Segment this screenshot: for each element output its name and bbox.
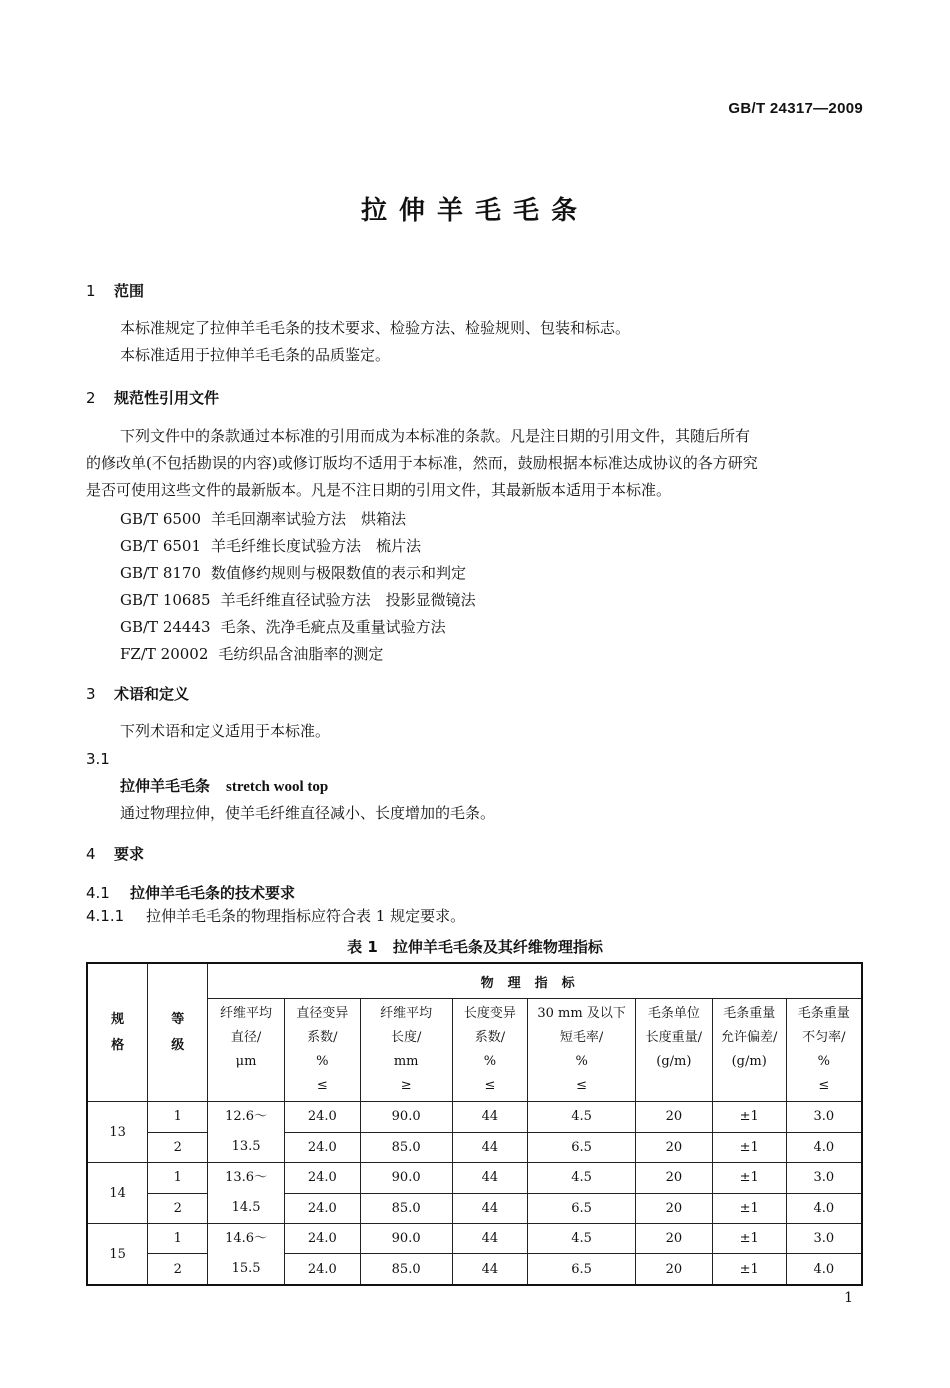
- cell-grade: 2: [148, 1254, 208, 1285]
- table-caption: 表 1 拉伸羊毛毛条及其纤维物理指标: [347, 938, 603, 956]
- cell-grade: 2: [148, 1132, 208, 1163]
- cell-weight-deviation: ±1: [712, 1163, 786, 1194]
- term-definition: 通过物理拉伸，使羊毛纤维直径减小、长度增加的毛条。: [120, 804, 496, 822]
- cell-cv-diameter: 24.0: [284, 1132, 360, 1163]
- section-title: 拉伸羊毛毛条的技术要求: [130, 884, 296, 902]
- cell-length: 90.0: [360, 1224, 452, 1254]
- column-header: 毛条单位 长度重量/ (g/m): [635, 999, 712, 1102]
- column-header: 直径变异 系数/ % ≤: [284, 999, 360, 1102]
- reference-code: GB/T 6501: [120, 537, 202, 555]
- column-header: 30 mm 及以下 短毛率/ % ≤: [528, 999, 636, 1102]
- reference-title: 羊毛回潮率试验方法 烘箱法: [211, 510, 407, 528]
- reference-title: 毛纺织品含油脂率的测定: [218, 645, 384, 663]
- physical-index-table: [86, 962, 863, 1286]
- section-1-para-2: 本标准适用于拉伸羊毛毛条的品质鉴定。: [120, 346, 391, 364]
- cell-cv-length: 44: [452, 1254, 528, 1285]
- cell-short-fiber: 6.5: [528, 1193, 636, 1224]
- cell-length: 90.0: [360, 1102, 452, 1133]
- reference-code: GB/T 8170: [120, 564, 202, 582]
- table-row: [87, 1254, 862, 1285]
- reference-item: [120, 562, 466, 583]
- subsection-number: 3.1: [86, 750, 110, 768]
- section-number: 4.1: [86, 884, 110, 902]
- cell-spec: 13: [87, 1102, 148, 1163]
- cell-cv-length: 44: [452, 1132, 528, 1163]
- section-number: 4: [86, 845, 96, 863]
- cell-diameter: 12.6～ 13.5: [208, 1102, 285, 1163]
- section-1-heading: [86, 280, 144, 301]
- cell-cv-length: 44: [452, 1163, 528, 1194]
- section-title: 术语和定义: [114, 685, 190, 703]
- cell-weight-deviation: ±1: [712, 1193, 786, 1224]
- cell-diameter: 13.6～ 14.5: [208, 1163, 285, 1224]
- term-chinese: 拉伸羊毛毛条: [120, 777, 211, 795]
- cell-weight-deviation: ±1: [712, 1102, 786, 1133]
- cell-length: 90.0: [360, 1163, 452, 1194]
- cell-grade: 1: [148, 1102, 208, 1133]
- section-2-intro-line-3: 是否可使用这些文件的最新版本。凡是不注日期的引用文件，其最新版本适用于本标准。: [86, 481, 672, 499]
- reference-code: FZ/T 20002: [120, 645, 209, 663]
- cell-spec: 14: [87, 1163, 148, 1224]
- reference-title: 羊毛纤维长度试验方法 梳片法: [211, 537, 422, 555]
- table-row: [87, 1102, 862, 1133]
- header-grade-line: 级: [171, 1037, 185, 1053]
- standard-code: GB/T 24317—2009: [728, 100, 863, 117]
- header-spec: [87, 963, 148, 1102]
- cell-diameter: 14.6～ 15.5: [208, 1224, 285, 1286]
- section-title: 要求: [114, 845, 145, 863]
- cell-length: 85.0: [360, 1193, 452, 1224]
- header-grade: [148, 963, 208, 1102]
- cell-short-fiber: 4.5: [528, 1224, 636, 1254]
- reference-title: 羊毛纤维直径试验方法 投影显微镜法: [220, 591, 476, 609]
- cell-unit-weight: 20: [635, 1254, 712, 1285]
- cell-weight-deviation: ±1: [712, 1224, 786, 1254]
- table-row: [87, 1193, 862, 1224]
- cell-grade: 1: [148, 1224, 208, 1254]
- table-row: [87, 1224, 862, 1254]
- cell-unevenness: 4.0: [786, 1193, 862, 1224]
- header-grade-line: 等: [171, 1011, 185, 1027]
- section-2-heading: [86, 387, 219, 408]
- section-number: 3: [86, 685, 96, 703]
- reference-item: [120, 535, 421, 556]
- page-number: 1: [844, 1290, 853, 1306]
- header-physical-index: 物理指标: [208, 963, 862, 999]
- cell-weight-deviation: ±1: [712, 1254, 786, 1285]
- section-3-intro: 下列术语和定义适用于本标准。: [120, 722, 331, 740]
- cell-unevenness: 4.0: [786, 1132, 862, 1163]
- cell-unevenness: 4.0: [786, 1254, 862, 1285]
- column-header: 毛条重量 允许偏差/ (g/m): [712, 999, 786, 1102]
- section-2-intro-line-1: 下列文件中的条款通过本标准的引用而成为本标准的条款。凡是注日期的引用文件，其随后所有: [120, 427, 751, 445]
- cell-unit-weight: 20: [635, 1163, 712, 1194]
- cell-unevenness: 3.0: [786, 1224, 862, 1254]
- column-header: 纤维平均 长度/ mm ≥: [360, 999, 452, 1102]
- page-title: 拉伸羊毛毛条: [360, 196, 589, 226]
- section-text: 拉伸羊毛毛条的物理指标应符合表 1 规定要求。: [146, 907, 466, 925]
- section-4-1-heading: [86, 882, 295, 903]
- section-4-heading: [86, 843, 144, 864]
- cell-length: 85.0: [360, 1254, 452, 1285]
- reference-title: 数值修约规则与极限数值的表示和判定: [211, 564, 467, 582]
- cell-grade: 1: [148, 1163, 208, 1194]
- section-number: 1: [86, 282, 96, 300]
- section-4-1-1: [86, 903, 465, 930]
- cell-unit-weight: 20: [635, 1102, 712, 1133]
- reference-item: [120, 589, 476, 610]
- cell-weight-deviation: ±1: [712, 1132, 786, 1163]
- term-english: stretch wool top: [226, 779, 329, 795]
- cell-cv-diameter: 24.0: [284, 1163, 360, 1194]
- cell-short-fiber: 4.5: [528, 1102, 636, 1133]
- section-title: 范围: [114, 282, 145, 300]
- reference-item: [120, 643, 383, 664]
- cell-cv-length: 44: [452, 1193, 528, 1224]
- cell-short-fiber: 6.5: [528, 1254, 636, 1285]
- header-spec-line: 规: [111, 1011, 125, 1027]
- cell-length: 85.0: [360, 1132, 452, 1163]
- reference-code: GB/T 10685: [120, 591, 211, 609]
- cell-cv-diameter: 24.0: [284, 1224, 360, 1254]
- cell-spec: 15: [87, 1224, 148, 1286]
- section-3-heading: [86, 683, 189, 704]
- cell-short-fiber: 6.5: [528, 1132, 636, 1163]
- term-entry: [120, 773, 328, 801]
- cell-unevenness: 3.0: [786, 1163, 862, 1194]
- cell-unevenness: 3.0: [786, 1102, 862, 1133]
- table-row: [87, 1132, 862, 1163]
- section-number: 2: [86, 389, 96, 407]
- cell-cv-diameter: 24.0: [284, 1193, 360, 1224]
- cell-unit-weight: 20: [635, 1224, 712, 1254]
- reference-item: [120, 508, 406, 529]
- cell-unit-weight: 20: [635, 1193, 712, 1224]
- cell-cv-diameter: 24.0: [284, 1254, 360, 1285]
- section-title: 规范性引用文件: [114, 389, 220, 407]
- cell-cv-length: 44: [452, 1102, 528, 1133]
- header-spec-line: 格: [111, 1037, 125, 1053]
- cell-unit-weight: 20: [635, 1132, 712, 1163]
- reference-code: GB/T 24443: [120, 618, 211, 636]
- column-header: 长度变异 系数/ % ≤: [452, 999, 528, 1102]
- cell-short-fiber: 4.5: [528, 1163, 636, 1194]
- cell-cv-length: 44: [452, 1224, 528, 1254]
- table-row: [87, 1163, 862, 1194]
- column-header: 毛条重量 不匀率/ % ≤: [786, 999, 862, 1102]
- section-1-para-1: 本标准规定了拉伸羊毛毛条的技术要求、检验方法、检验规则、包装和标志。: [120, 319, 631, 337]
- cell-grade: 2: [148, 1193, 208, 1224]
- section-number: 4.1.1: [86, 907, 125, 925]
- reference-item: [120, 616, 446, 637]
- section-2-intro-line-2: 的修改单(不包括勘误的内容)或修订版均不适用于本标准，然而，鼓励根据本标准达成协议的各方研究: [86, 454, 758, 472]
- column-header: 纤维平均 直径/ μm: [208, 999, 285, 1102]
- cell-cv-diameter: 24.0: [284, 1102, 360, 1133]
- reference-title: 毛条、洗净毛疵点及重量试验方法: [220, 618, 446, 636]
- reference-code: GB/T 6500: [120, 510, 202, 528]
